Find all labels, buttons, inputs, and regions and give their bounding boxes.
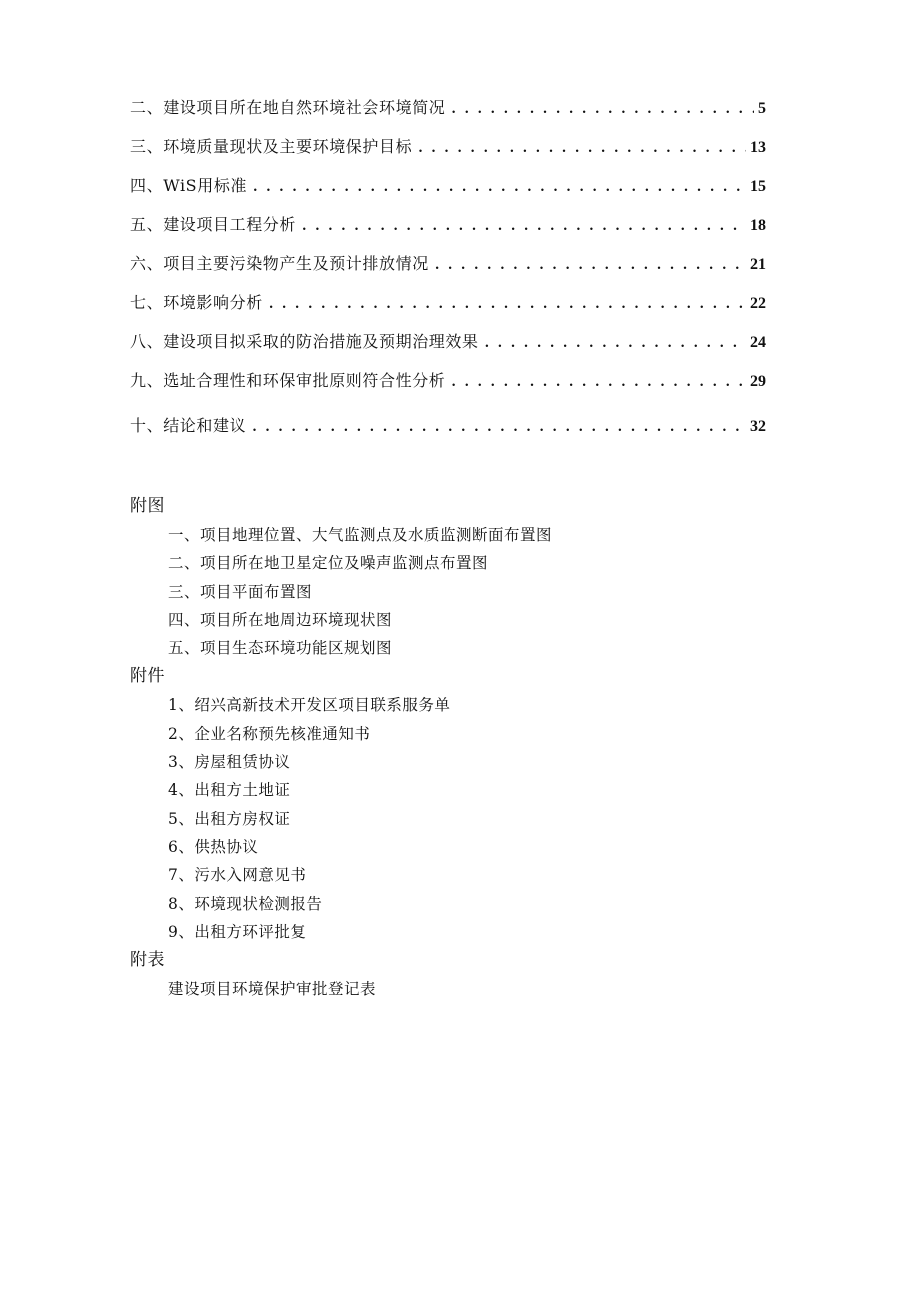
toc-entry-label: 七、环境影响分析 — [130, 293, 263, 312]
toc-entry[interactable] — [130, 369, 766, 408]
toc-entry[interactable] — [130, 96, 766, 135]
toc-entry-label: 二、建设项目所在地自然环境社会环境简况 — [130, 98, 446, 117]
toc-leader-dots — [418, 137, 746, 161]
attachment-item: 9、出租方环评批复 — [168, 922, 307, 941]
toc-leader-dots — [252, 416, 746, 440]
attachment-item: 3、房屋租赁协议 — [168, 753, 291, 772]
table-of-contents — [130, 96, 766, 453]
figure-item: 一、项目地理位置、大气监测点及水质监测断面布置图 — [168, 526, 553, 544]
appendix-section — [130, 492, 790, 1003]
toc-entry-label: 九、选址合理性和环保审批原则符合性分析 — [130, 371, 446, 390]
toc-entry[interactable] — [130, 213, 766, 252]
toc-entry-page: 15 — [750, 178, 766, 195]
toc-entry-page: 24 — [750, 334, 766, 351]
toc-entry[interactable] — [130, 330, 766, 369]
attachment-item: 7、污水入网意见书 — [168, 866, 307, 885]
toc-leader-dots — [269, 293, 746, 317]
attachment-item: 5、出租方房权证 — [168, 809, 291, 828]
toc-entry-label: 六、项目主要污染物产生及预计排放情况 — [130, 254, 429, 273]
attachments-heading: 附件 — [130, 666, 165, 687]
toc-leader-dots — [302, 215, 746, 239]
toc-entry[interactable] — [130, 135, 766, 174]
attachment-item: 1、绍兴高新技术开发区项目联系服务单 — [168, 696, 451, 715]
toc-entry[interactable] — [130, 291, 766, 330]
toc-entry-page: 5 — [758, 100, 766, 117]
figure-item: 三、项目平面布置图 — [168, 582, 313, 601]
toc-entry[interactable] — [130, 174, 766, 213]
toc-entry-page: 29 — [750, 373, 766, 390]
toc-entry-label: 八、建设项目拟采取的防治措施及预期治理效果 — [130, 332, 479, 351]
figure-item: 四、项目所在地周边环境现状图 — [168, 610, 393, 629]
figure-item: 二、项目所在地卫星定位及噪声监测点布置图 — [168, 554, 489, 573]
attachment-item: 4、出租方土地证 — [168, 781, 291, 800]
toc-entry-label: 四、WiS用标准 — [130, 176, 248, 195]
toc-entry-page: 13 — [750, 139, 766, 156]
tables-heading: 附表 — [130, 950, 165, 971]
toc-entry-page: 21 — [750, 256, 766, 273]
toc-entry-page: 18 — [750, 217, 766, 234]
toc-leader-dots — [451, 371, 746, 395]
attachment-item: 2、企业名称预先核准通知书 — [168, 724, 371, 743]
figure-item: 五、项目生态环境功能区规划图 — [168, 639, 393, 658]
toc-leader-dots — [485, 332, 746, 356]
toc-leader-dots — [253, 176, 746, 200]
figures-heading: 附图 — [130, 496, 165, 516]
toc-entry[interactable] — [130, 414, 766, 453]
toc-entry-label: 五、建设项目工程分析 — [130, 215, 297, 234]
toc-leader-dots — [435, 254, 746, 278]
toc-entry[interactable] — [130, 252, 766, 291]
toc-leader-dots — [451, 98, 754, 122]
attachment-item: 8、环境现状检测报告 — [168, 894, 323, 913]
table-item: 建设项目环境保护审批登记表 — [168, 980, 377, 999]
attachment-item: 6、供热协议 — [168, 837, 259, 856]
toc-entry-page: 22 — [750, 295, 766, 312]
toc-entry-label: 三、环境质量现状及主要环境保护目标 — [130, 137, 413, 156]
toc-entry-page: 32 — [750, 418, 766, 435]
toc-entry-label: 十、结论和建议 — [130, 416, 247, 435]
